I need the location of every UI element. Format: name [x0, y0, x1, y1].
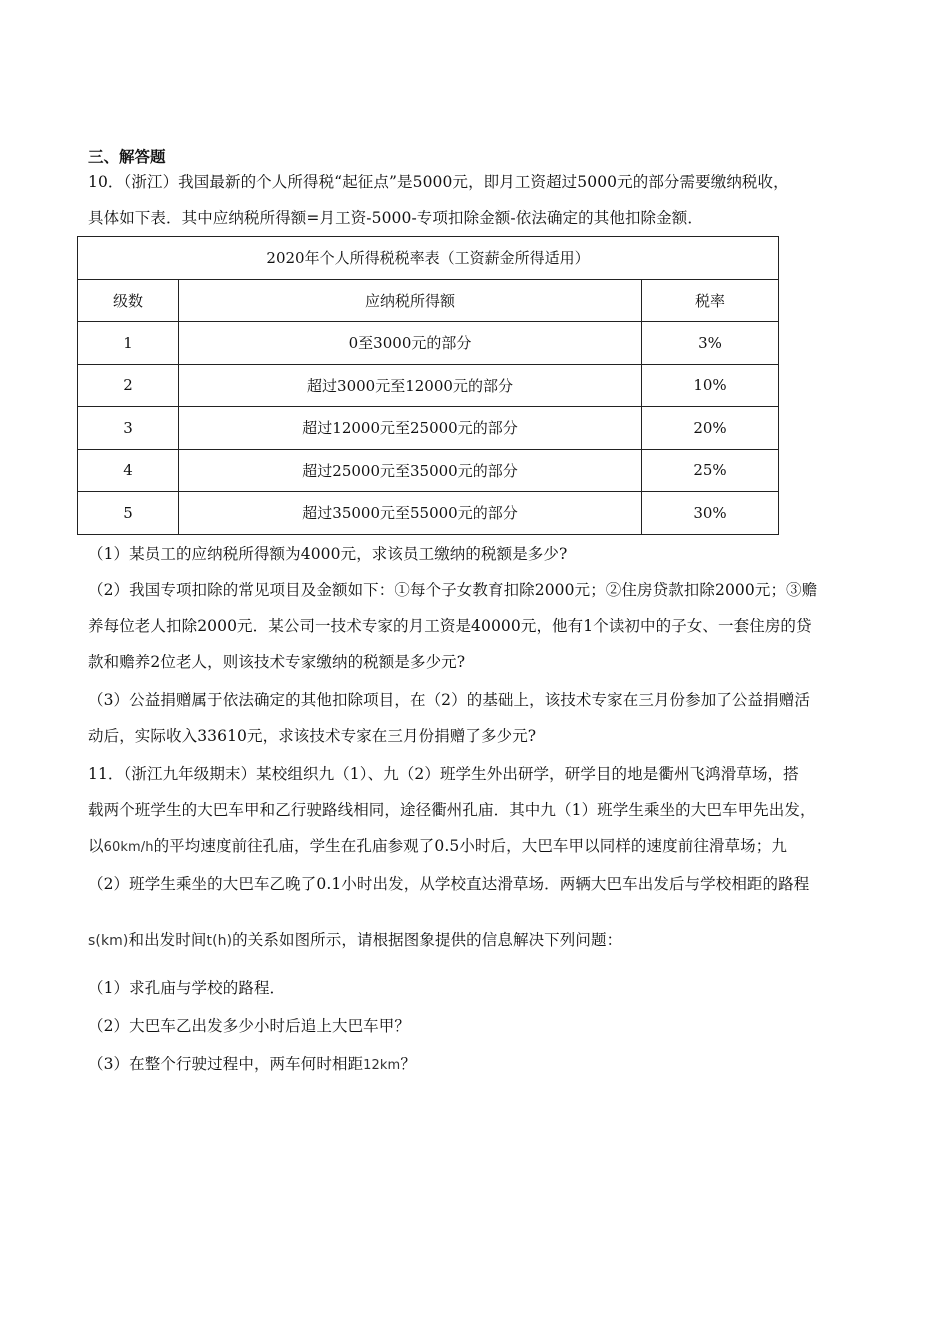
q10-part2-line1: （2）我国专项扣除的常见项目及金额如下：①每个子女教育扣除2000元；②住房贷款扣除2000元；③赡 — [88, 581, 818, 599]
table-cell: 5 — [78, 492, 179, 535]
q11-line3-post: 的平均速度前往孔庙，学生在孔庙参观了0.5小时后，大巴车甲以同样的速度前往滑草场；九 — [153, 837, 787, 855]
q11-line5-mid: 和出发时间 — [128, 931, 207, 949]
distance-expression: 12km — [363, 1058, 401, 1073]
table-cell: 超过35000元至55000元的部分 — [179, 492, 642, 535]
q11-part2: （2）大巴车乙出发多少小时后追上大巴车甲？ — [88, 1017, 410, 1035]
q10-part3-line2: 动后，实际收入33610元，求该技术专家在三月份捐赠了多少元? — [88, 727, 537, 745]
table-header: 税率 — [642, 279, 779, 322]
table-row — [78, 449, 779, 492]
table-cell: 超过25000元至35000元的部分 — [179, 449, 642, 492]
q10-intro-line2: 具体如下表．其中应纳税所得额=月工资-5000-专项扣除金额-依法确定的其他扣除金额． — [88, 209, 703, 227]
q11-line1: 11．（浙江九年级期末）某校组织九（1）、九（2）班学生外出研学，研学目的地是衢州飞鸿滑草场，搭 — [88, 765, 799, 783]
table-row — [78, 407, 779, 450]
table-cell: 3 — [78, 407, 179, 450]
time-variable: t(h) — [206, 933, 233, 949]
q11-line5 — [88, 928, 622, 950]
q10-part3-line1: （3）公益捐赠属于依法确定的其他扣除项目，在（2）的基础上，该技术专家在三月份参加了公益捐赠活 — [88, 691, 810, 709]
table-title: 2020年个人所得税税率表（工资薪金所得适用） — [78, 237, 779, 280]
q11-line4: （2）班学生乘坐的大巴车乙晚了0.1小时出发，从学校直达滑草场．两辆大巴车出发后与学校相距的路程 — [88, 875, 810, 893]
q10-part1: （1）某员工的应纳税所得额为4000元，求该员工缴纳的税额是多少? — [88, 545, 568, 563]
q11-part1: （1）求孔庙与学校的路程． — [88, 979, 286, 997]
q10-part2-line2: 养每位老人扣除2000元．某公司一技术专家的月工资是40000元，他有1个读初中的子女、一套住房的贷 — [88, 617, 812, 635]
table-cell: 2 — [78, 364, 179, 407]
table-header-row — [78, 279, 779, 322]
table-header: 应纳税所得额 — [179, 279, 642, 322]
q11-part3-post: ？ — [400, 1055, 416, 1073]
table-cell: 超过12000元至25000元的部分 — [179, 407, 642, 450]
table-cell: 3% — [642, 322, 779, 365]
q10-intro-line1: 10．（浙江）我国最新的个人所得税“起征点”是5000元，即月工资超过5000元的部分需要缴纳税收， — [88, 173, 789, 191]
distance-variable: s(km) — [88, 933, 129, 949]
table-row — [78, 492, 779, 535]
table-cell: 0至3000元的部分 — [179, 322, 642, 365]
table-cell: 1 — [78, 322, 179, 365]
table-cell: 4 — [78, 449, 179, 492]
q11-part3 — [88, 1052, 416, 1074]
speed-expression: 60km/h — [103, 840, 154, 855]
table-cell: 超过3000元至12000元的部分 — [179, 364, 642, 407]
q10-part2-line3: 款和赡养2位老人，则该技术专家缴纳的税额是多少元? — [88, 653, 466, 671]
table-header: 级数 — [78, 279, 179, 322]
tax-rate-table — [77, 236, 779, 535]
q11-line3-pre: 以 — [88, 837, 104, 855]
q11-line3 — [88, 834, 787, 856]
q11-line5-post: 的关系如图所示，请根据图象提供的信息解决下列问题： — [232, 931, 623, 949]
table-row — [78, 364, 779, 407]
section-heading: 三、解答题 — [88, 147, 166, 166]
table-cell: 10% — [642, 364, 779, 407]
table-title-row — [78, 237, 779, 280]
table-row — [78, 322, 779, 365]
q11-part3-pre: （3）在整个行驶过程中，两车何时相距 — [88, 1055, 364, 1073]
table-cell: 30% — [642, 492, 779, 535]
table-cell: 25% — [642, 449, 779, 492]
q11-line2: 载两个班学生的大巴车甲和乙行驶路线相同，途径衢州孔庙．其中九（1）班学生乘坐的大巴车甲先出发， — [88, 801, 816, 819]
table-cell: 20% — [642, 407, 779, 450]
